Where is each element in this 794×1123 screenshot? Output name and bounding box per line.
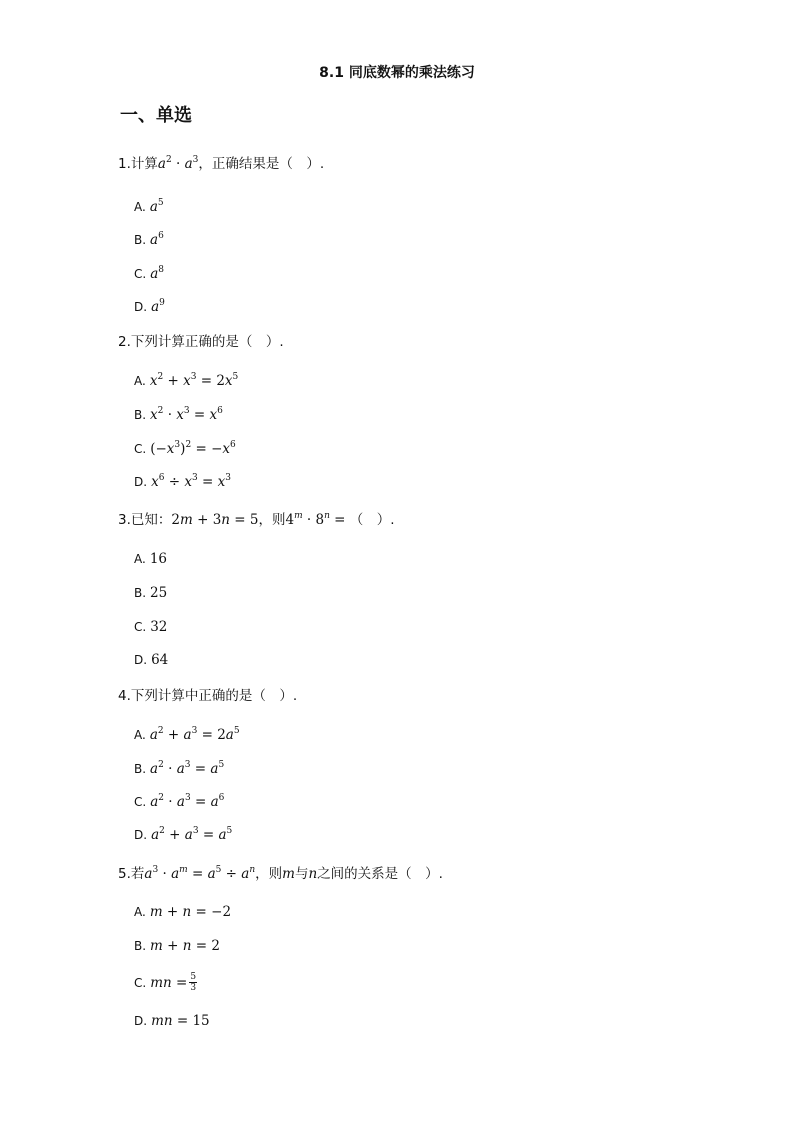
option-label: C. [134, 620, 147, 634]
variable-m: m [282, 866, 295, 882]
option-value: 32 [150, 619, 168, 635]
option-formula: $x^2 + x^3 = 2x^5$ [149, 372, 239, 389]
question-2 [118, 330, 284, 350]
option-1a[interactable] [134, 199, 164, 215]
option-formula: $x^2 \cdot x^3 = x^6$ [150, 406, 223, 423]
fraction: $\frac{5}{3}$ [190, 972, 197, 993]
option-2b[interactable] [134, 407, 223, 423]
option-label: A. [134, 552, 146, 566]
option-formula: m + n = 2 [150, 938, 220, 954]
option-1d[interactable] [134, 299, 165, 315]
question-text: （ ）. [349, 512, 395, 528]
option-value: 16 [149, 551, 167, 567]
option-1b[interactable] [134, 232, 164, 248]
option-label: C. [134, 442, 147, 456]
option-4c[interactable] [134, 794, 224, 810]
question-text: .已知： [126, 512, 172, 528]
option-1c[interactable] [134, 266, 164, 282]
option-3b[interactable] [134, 585, 167, 601]
question-1 [118, 152, 324, 172]
option-value: 25 [150, 585, 168, 601]
option-5d[interactable] [134, 1013, 210, 1029]
option-formula: mn = 15 [151, 1013, 210, 1029]
option-2c[interactable] [134, 441, 236, 457]
question-number: 5 [118, 866, 127, 882]
option-formula: mn = $\frac{5}{3}$ [150, 972, 197, 993]
option-label: D. [134, 475, 148, 489]
question-5 [118, 862, 443, 882]
option-3c[interactable] [134, 619, 167, 635]
option-3d[interactable] [134, 652, 168, 668]
option-2d[interactable] [134, 474, 231, 490]
option-formula: $a^5$ [149, 198, 164, 215]
option-label: B. [134, 408, 147, 422]
option-4b[interactable] [134, 761, 224, 777]
option-formula: $a^2 + a^3 = 2a^5$ [149, 726, 240, 743]
option-formula: $x^6 \div x^3 = x^3$ [151, 473, 231, 490]
option-5b[interactable] [134, 938, 220, 954]
option-label: D. [134, 300, 148, 314]
option-label: A. [134, 200, 146, 214]
option-formula: $a^2 \cdot a^3 = a^5$ [150, 760, 225, 777]
question-number: 1 [118, 156, 127, 172]
option-formula: $a^6$ [150, 231, 164, 248]
option-label: C. [134, 975, 147, 990]
question-4 [118, 684, 297, 704]
option-label: A. [134, 728, 146, 742]
question-formula: $a^2 \cdot a^3$ [157, 155, 199, 172]
option-formula: $(-x^3)^2 = -x^6$ [150, 440, 236, 457]
question-text: ，则 [255, 866, 283, 882]
option-5a[interactable] [134, 904, 231, 920]
page-title: 8.1 同底数幂的乘法练习 [319, 65, 475, 81]
question-number: 4 [118, 688, 127, 704]
option-formula: $a^2 + a^3 = a^5$ [151, 826, 233, 843]
question-text: .下列计算中正确的是（ ）. [126, 688, 298, 704]
option-label: D. [134, 653, 148, 667]
option-formula: $a^2 \cdot a^3 = a^6$ [150, 793, 225, 810]
question-number: 2 [118, 334, 127, 350]
option-label: D. [134, 828, 148, 842]
option-2a[interactable] [134, 373, 238, 389]
question-formula: 2m + 3n = 5 [171, 512, 259, 528]
question-text: ，正确结果是（ ）. [198, 156, 325, 172]
option-4d[interactable] [134, 827, 232, 843]
question-formula: $4^m \cdot 8^n$ = [285, 511, 350, 528]
option-value: 64 [151, 652, 169, 668]
question-text: .若 [126, 866, 145, 882]
option-formula: $a^9$ [151, 298, 165, 315]
question-text: 之间的关系是（ ）. [317, 866, 443, 882]
option-label: B. [134, 939, 147, 953]
option-formula: m + n = −2 [149, 904, 232, 920]
option-label: A. [134, 374, 146, 388]
option-label: D. [134, 1014, 148, 1028]
option-label: A. [134, 905, 146, 919]
question-number: 3 [118, 512, 127, 528]
section-heading: 一、单选 [120, 105, 192, 126]
option-3a[interactable] [134, 551, 167, 567]
option-label: B. [134, 586, 147, 600]
option-4a[interactable] [134, 727, 240, 743]
option-label: C. [134, 267, 147, 281]
option-5c[interactable] [134, 972, 197, 993]
question-text: 与 [294, 866, 309, 882]
question-text: ，则 [258, 512, 286, 528]
variable-n: n [308, 866, 318, 882]
question-text: .计算 [126, 156, 158, 172]
option-formula: $a^8$ [150, 265, 164, 282]
option-label: B. [134, 233, 147, 247]
question-formula: $a^3 \cdot a^m = a^5 \div a^n$ [144, 865, 256, 882]
question-3 [118, 508, 395, 528]
option-label: B. [134, 762, 147, 776]
question-text: .下列计算正确的是（ ）. [126, 334, 284, 350]
option-label: C. [134, 795, 147, 809]
